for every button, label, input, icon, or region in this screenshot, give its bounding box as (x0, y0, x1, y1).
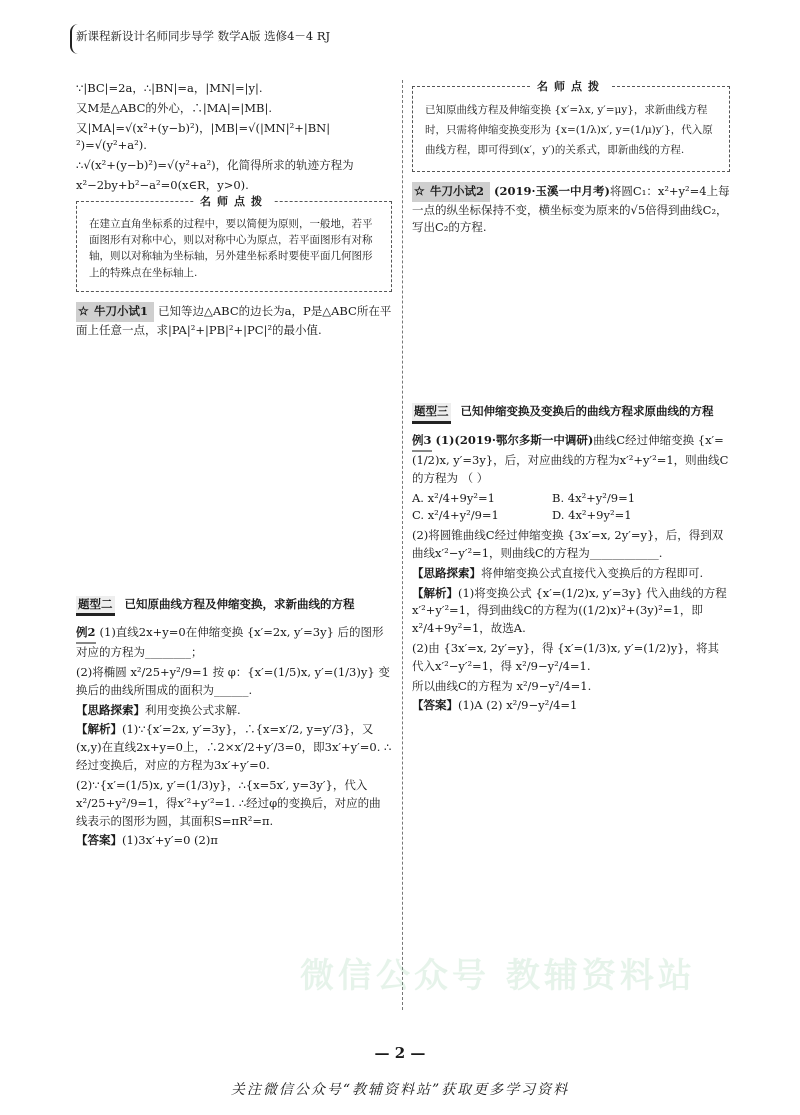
ex3-ans-label: 【答案】 (412, 698, 458, 713)
ex2-q2: (2)将椭圆 x²/25+y²/9=1 按 φ：{x′=(1/5)x, y′=(1/3)y} 变换后的曲线所围成的面积为______. (76, 665, 390, 697)
ex3-sol1-text: (1)将变换公式 {x′=(1/2)x, y′=3y} 代入曲线的方程x′²+y′²=1，得到曲线C的方程为((1/2)x)²+(3y)²=1，即 x²/4+9y²=1，故选A. (412, 585, 727, 636)
ex2-sol-label: 【解析】 (76, 722, 122, 737)
teacher-tip-box-left (76, 194, 392, 292)
proof-line-2: 又M是△ABC的外心，∴|MA|=|MB|. (76, 100, 272, 115)
teacher-tip-box-right (412, 80, 730, 172)
proof-line-4: ∴√(x²+(y−b)²)=√(y²+a²)，化简得所求的轨迹方程为 (76, 158, 354, 173)
option-b: B. 4x²+y²/9=1 (552, 490, 636, 505)
type3-title-text: 已知伸缩变换及变换后的曲线方程求原曲线的方程 (460, 404, 714, 419)
ex2-solution-2: (2)∵{x′=(1/5)x, y′=(1/3)y}，∴{x=5x′, y=3y′}，代入x²/25+y²/9=1，得x′²+y′²=1. ∴经过φ的变换后，对应的曲线表示的图形为圆，其面积S=πR²=π. (76, 777, 381, 828)
ex3-solution-3: 所以曲线C的方程为 x²/9−y²/4=1. (412, 678, 592, 693)
ex2-solution-1 (76, 721, 392, 774)
ex2-hint-text: 利用变换公式求解. (145, 702, 241, 717)
answer-space (76, 342, 392, 582)
ex2-hint-label: 【思路探索】 (76, 702, 145, 717)
page-number: — 2 — (374, 1044, 426, 1062)
type3-title (412, 403, 730, 424)
footer-note: 关注微信公众号“教辅资料站”获取更多学习资料 (230, 1082, 570, 1098)
ex3-sol-label: 【解析】 (412, 585, 458, 600)
ex3-source: (1)(2019·鄂尔多斯一中调研) (435, 433, 594, 448)
try1-badge: ☆ 牛刀小试1 (76, 302, 154, 322)
option-a: A. x²/4+9y²=1 (412, 490, 495, 505)
try1-text: 已知等边△ABC的边长为a，P是△ABC所在平面上任意一点，求|PA|²+|PB|²+|PC|²的最小值. (76, 303, 392, 337)
star-icon: ☆ (414, 183, 425, 198)
ex3-options (412, 490, 730, 526)
ex3-ans-text: (1)A (2) x²/9−y²/4=1 (458, 698, 578, 713)
ex3-solution-1 (412, 585, 730, 638)
try2-source: (2019·玉溪一中月考) (494, 183, 610, 198)
ex2-answer (76, 832, 392, 850)
ex2-hint (76, 702, 392, 720)
proof-line-3: 又|MA|=√(x²+(y−b)²)，|MB|=√(|MN|²+|BN|²)=√(y²+a²). (76, 120, 331, 153)
tip-text-right: 已知原曲线方程及伸缩变换 {x′=λx, y′=μy}，求新曲线方程时，只需将伸缩变换变形为 {x=(1/λ)x′, y=(1/μ)y′}，代入原曲线方程，即可得到(x′，y′)的关系式，即新曲线的方程. (425, 104, 713, 156)
tip-title-right: 名师点拨 (531, 78, 611, 95)
try2-paragraph (412, 182, 730, 237)
type2-title-text: 已知原曲线方程及伸缩变换，求新曲线的方程 (124, 596, 355, 611)
ex2-label: 例2 (76, 624, 96, 644)
column-divider (402, 80, 403, 1010)
watermark: 微信公众号 教辅资料站 (300, 956, 696, 996)
ex3-q2: (2)将圆锥曲线C经过伸缩变换 {3x′=x, 2y′=y}，后，得到双曲线x′²−y′²=1，则曲线C的方程为____________. (412, 528, 724, 560)
ex3-q1-text: 曲线C经过伸缩变换 {x′=(1/2)x, y′=3y}，后，对应曲线的方程为x′²+y′²=1，则曲线C的方程为 （ ） (412, 433, 729, 485)
ex3-solution-2: (2)由 {3x′=x, 2y′=y}，得 {x′=(1/3)x, y′=(1/2)y}，将其代入x′²−y′²=1，得 x²/9−y²/4=1. (412, 641, 720, 673)
page-header: 新课程新设计名师同步导学 数学A版 选修4－4 RJ (76, 29, 331, 43)
try2-badge: ☆ 牛刀小试2 (412, 182, 490, 202)
left-column (76, 80, 392, 852)
ex3-q1 (412, 432, 730, 487)
ex3-hint-text: 将伸缩变换公式直接代入变换后的方程即可. (481, 565, 704, 580)
try1-paragraph (76, 302, 392, 340)
type2-title (76, 596, 392, 617)
tip-text: 在建立直角坐标系的过程中，要以简便为原则，一般地，若平面图形有对称中心，则以对称中心为原点，若平面图形有对称轴，则以对称轴为坐标轴，另外建坐标系时要使平面几何图形上的特殊点在坐标轴上. (89, 217, 373, 279)
ex3-hint-label: 【思路探索】 (412, 565, 481, 580)
ex3-label: 例3 (412, 432, 432, 452)
right-column (412, 80, 730, 717)
proof-line-1: ∵|BC|=2a，∴|BN|=a，|MN|=|y|. (76, 81, 263, 95)
type2-tag: 题型二 (76, 596, 115, 617)
tip-title: 名师点拨 (194, 193, 274, 210)
ex2-ans-label: 【答案】 (76, 833, 122, 848)
ex2-ans-text: (1)3x′+y′=0 (2)π (122, 833, 218, 848)
try2-text: 将圆C₁：x²+y²=4上每一点的纵坐标保持不变，横坐标变为原来的√5倍得到曲线C₂，写出C₂的方程. (412, 183, 730, 235)
ex2-q1-text: (1)直线2x+y=0在伸缩变换 {x′=2x, y′=3y} 后的图形对应的方程为________； (76, 625, 384, 660)
option-d: D. 4x²+9y²=1 (552, 508, 632, 523)
ex3-hint (412, 565, 730, 583)
answer-space-right (412, 239, 730, 389)
ex2-sol1-text: (1)∵{x′=2x, y′=3y}，∴{x=x′/2, y=y′/3}，又(x,y)在直线2x+y=0上，∴2×x′/2+y′/3=0，即3x′+y′=0. ∴经过变换后，对应的方程为3x′+y′=0. (76, 722, 392, 773)
ex3-answer (412, 697, 730, 715)
type3-tag: 题型三 (412, 403, 451, 424)
star-icon: ☆ (78, 303, 89, 318)
option-c: C. x²/4+y²/9=1 (412, 508, 499, 523)
ex2-q1 (76, 624, 392, 662)
proof-line-5: x²−2by+b²−a²=0(x∈R，y>0). (76, 178, 249, 193)
